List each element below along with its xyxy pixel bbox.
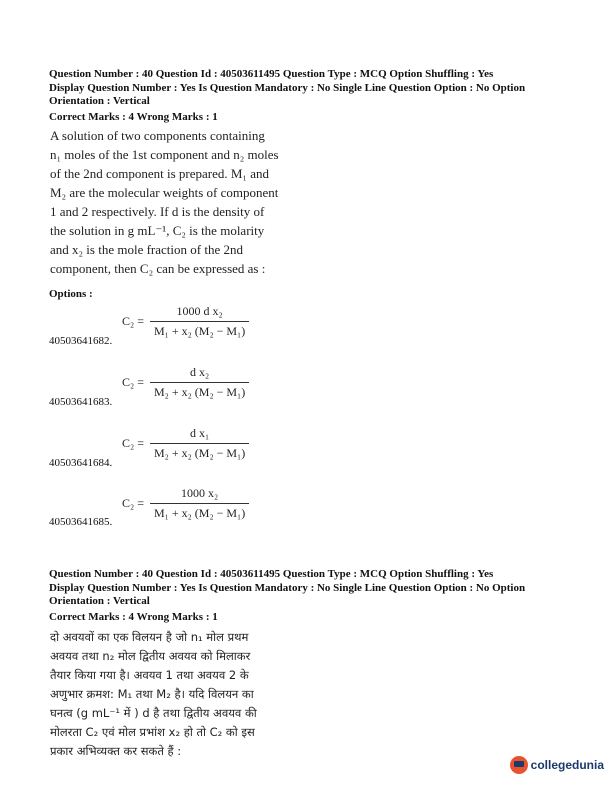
formula-lhs: C₂ = — [122, 496, 144, 510]
header-line: Question Number : 40 Question Id : 40503611495 Question Type : MCQ Option Shuffling : Yes — [49, 568, 494, 580]
option-formula-4[interactable] — [122, 486, 249, 521]
option-id-1: 40503641682. — [49, 335, 113, 347]
numerator: d x₁ — [190, 426, 210, 440]
option-id-2: 40503641683. — [49, 396, 113, 408]
fraction — [150, 304, 249, 339]
header-line: Orientation : Vertical — [49, 595, 150, 607]
option-formula-1[interactable] — [122, 304, 249, 339]
options-label: Options : — [49, 288, 93, 300]
option-id-4: 40503641685. — [49, 516, 113, 528]
question-line: component, then C₂ can be expressed as : — [50, 261, 266, 276]
numerator: 1000 d x₂ — [176, 304, 223, 318]
option-formula-2[interactable] — [122, 365, 249, 400]
question-line: मोलरता C₂ एवं मोल प्रभांश x₂ हो तो C₂ को इस — [50, 725, 255, 739]
header-line: Display Question Number : Yes Is Question Mandatory : No Single Line Question Option : No Option — [49, 81, 526, 94]
question-text-hindi — [50, 628, 300, 761]
header-line: Display Question Number : Yes Is Question Mandatory : No Single Line Question Option : No Option — [49, 581, 526, 594]
question-line: M₂ are the molecular weights of component — [50, 185, 279, 200]
fraction — [150, 486, 249, 521]
question-line: अवयव तथा n₂ मोल द्वितीय अवयव को मिलाकर — [50, 649, 251, 663]
question-header-1 — [49, 68, 525, 109]
question-header-2 — [49, 568, 525, 609]
brand-name: collegedunia — [530, 758, 604, 772]
denominator: M₁ + x₂ (M₂ − M₁) — [150, 503, 249, 521]
question-line: the solution in g mL⁻¹, C₂ is the molarity — [50, 223, 265, 238]
marks-1: Correct Marks : 4 Wrong Marks : 1 — [49, 111, 218, 123]
brand-logo — [510, 756, 604, 774]
numerator: d x₂ — [190, 365, 210, 379]
question-text-english — [50, 126, 290, 278]
fraction — [150, 426, 249, 461]
denominator: M₂ + x₂ (M₂ − M₁) — [150, 443, 249, 461]
brand-mark-icon — [510, 756, 528, 774]
fraction — [150, 365, 249, 400]
numerator: 1000 x₂ — [181, 486, 219, 500]
option-id-3: 40503641684. — [49, 457, 113, 469]
denominator: M₂ + x₂ (M₂ − M₁) — [150, 382, 249, 400]
header-line: Question Number : 40 Question Id : 40503611495 Question Type : MCQ Option Shuffling : Yes — [49, 68, 494, 80]
formula-lhs: C₂ = — [122, 314, 144, 328]
question-line: प्रकार अभिव्यक्त कर सकते हैं : — [50, 744, 182, 758]
question-line: of the 2nd component is prepared. M₁ and — [50, 166, 269, 181]
question-line: दो अवयवों का एक विलयन है जो n₁ मोल प्रथम — [50, 630, 249, 644]
question-line: तैयार किया गया है। अवयव 1 तथा अवयव 2 के — [50, 668, 249, 682]
header-line: Orientation : Vertical — [49, 95, 150, 107]
formula-lhs: C₂ = — [122, 375, 144, 389]
formula-lhs: C₂ = — [122, 436, 144, 450]
denominator: M₁ + x₂ (M₂ − M₁) — [150, 321, 249, 339]
question-line: अणुभार क्रमश: M₁ तथा M₂ है। यदि विलयन का — [50, 687, 254, 701]
question-line: 1 and 2 respectively. If d is the density of — [50, 204, 265, 219]
question-line: n₁ moles of the 1st component and n₂ moles — [50, 147, 279, 162]
marks-2: Correct Marks : 4 Wrong Marks : 1 — [49, 611, 218, 623]
option-formula-3[interactable] — [122, 426, 249, 461]
question-line: A solution of two components containing — [50, 128, 265, 143]
question-line: घनत्व (g mL⁻¹ में ) d है तथा द्वितीय अवयव की — [50, 706, 257, 720]
question-line: and x₂ is the mole fraction of the 2nd — [50, 242, 243, 257]
